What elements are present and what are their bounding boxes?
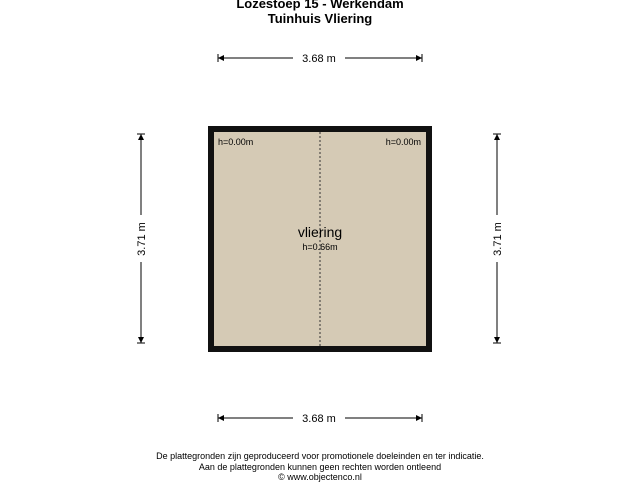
plan-address-title: Lozestoep 15 - Werkendam [236,0,404,11]
top-dimension [218,53,422,65]
room-height-label: h=0.66m [302,242,338,252]
right-dimension [492,134,504,343]
disclaimer-line-1: De plattegronden zijn geproduceerd voor promotionele doeleinden en ter indicatie. [156,451,484,461]
bottom-dimension-label: 3.68 m [302,413,336,425]
top-dimension-label: 3.68 m [302,53,336,65]
copyright-line: © www.objectenco.nl [278,472,362,482]
bottom-dimension [218,413,422,425]
height-label-left: h=0.00m [218,137,254,147]
room-name-label: vliering [297,224,343,240]
right-dimension-label: 3.71 m [492,222,504,256]
disclaimer-line-2: Aan de plattegronden kunnen geen rechten worden ontleend [198,462,442,472]
plan-floor-title: Tuinhuis Vliering [267,11,373,26]
height-label-right: h=0.00m [385,137,421,147]
left-dimension-label: 3.71 m [136,222,148,256]
left-dimension [136,134,148,343]
